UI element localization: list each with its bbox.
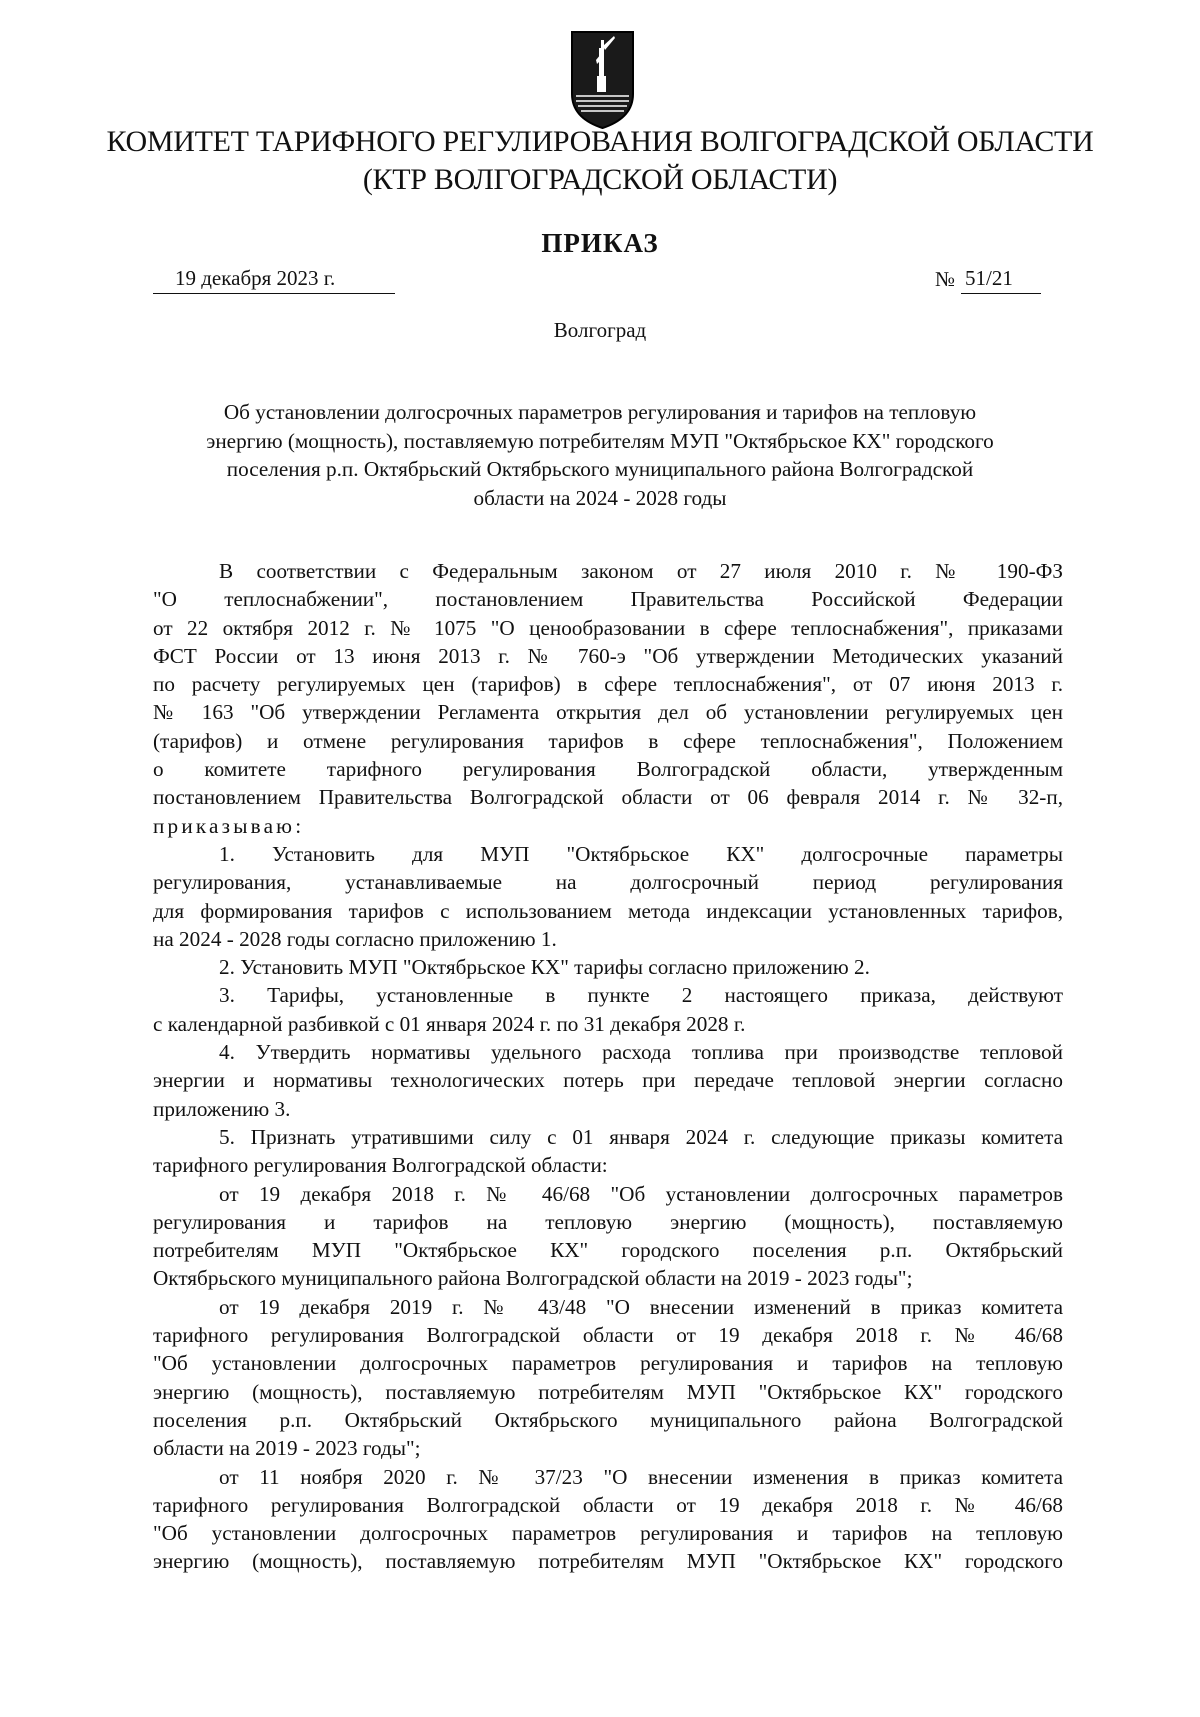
body-line: на 2024 - 2028 годы согласно приложению 1. — [153, 926, 557, 951]
body-line: тарифного регулирования Волгоградской области от 19 декабря 2018 г. № 46/68 — [153, 1323, 1063, 1348]
body-line: постановлением Правительства Волгоградской области от 06 февраля 2014 г. № 32-п, — [153, 785, 1063, 810]
subject-line: области на 2024 - 2028 годы — [473, 486, 727, 511]
body-line: регулирования и тарифов на тепловую энергию (мощность), поставляемую — [153, 1209, 1063, 1234]
body-line: от 19 декабря 2019 г. № 43/48 "О внесении изменений в приказ комитета — [219, 1294, 1063, 1319]
body-line: "Об установлении долгосрочных параметров регулирования и тарифов на тепловую — [153, 1351, 1063, 1376]
body-line: 3. Тарифы, установленные в пункте 2 настоящего приказа, действуют — [219, 983, 1063, 1008]
order-date: 19 декабря 2023 г. — [153, 263, 395, 294]
body-line: поселения р.п. Октябрьский Октябрьского муниципального района Волгоградской — [153, 1407, 1063, 1432]
body-line: от 22 октября 2012 г. № 1075 "О ценообразовании в сфере теплоснабжения", приказами — [153, 615, 1063, 640]
subject-line: поселения р.п. Октябрьский Октябрьского муниципального района Волгоградской — [226, 457, 974, 482]
subject-line: энергию (мощность), поставляемую потребителям МУП "Октябрьское КХ" городского — [206, 428, 994, 453]
order-subject — [153, 398, 1047, 513]
body-line: энергию (мощность), поставляемую потребителям МУП "Октябрьское КХ" городского — [153, 1549, 1063, 1574]
body-line: потребителям МУП "Октябрьское КХ" городского поселения р.п. Октябрьский — [153, 1238, 1063, 1263]
body-line: (тарифов) и отмене регулирования тарифов в сфере теплоснабжения", Положением — [153, 728, 1063, 753]
order-number — [935, 263, 1041, 294]
body-line: от 11 ноября 2020 г. № 37/23 "О внесении изменения в приказ комитета — [219, 1464, 1063, 1489]
body-line: от 19 декабря 2018 г. № 46/68 "Об установлении долгосрочных параметров — [219, 1181, 1063, 1206]
body-line: 5. Признать утратившими силу с 01 января 2024 г. следующие приказы комитета — [219, 1124, 1063, 1149]
organization-title-line: КОМИТЕТ ТАРИФНОГО РЕГУЛИРОВАНИЯ ВОЛГОГРАДСКОЙ ОБЛАСТИ — [106, 125, 1094, 158]
order-body — [153, 557, 1063, 1576]
subject-line: Об установлении долгосрочных параметров регулирования и тарифов на тепловую — [223, 400, 977, 424]
coat-of-arms-icon — [570, 30, 635, 130]
number-sign: № — [935, 267, 956, 291]
body-line-decree: приказываю: — [153, 813, 305, 838]
organization-title-abbrev: (КТР ВОЛГОГРАДСКОЙ ОБЛАСТИ) — [362, 163, 838, 196]
body-line: В соответствии с Федеральным законом от 27 июля 2010 г. № 190-ФЗ — [219, 559, 1063, 583]
document-kind: ПРИКАЗ — [541, 228, 659, 258]
organization-title — [100, 123, 1100, 199]
coat-of-arms-emblem — [570, 30, 635, 130]
body-line: 2. Установить МУП "Октябрьское КХ" тарифы согласно приложению 2. — [219, 955, 870, 980]
order-city: Волгоград — [553, 318, 647, 342]
body-line: регулирования, устанавливаемые на долгосрочный период регулирования — [153, 870, 1063, 895]
body-line: по расчету регулируемых цен (тарифов) в сфере теплоснабжения", от 07 июня 2013 г. — [153, 672, 1063, 697]
body-line: энергию (мощность), поставляемую потребителям МУП "Октябрьское КХ" городского — [153, 1379, 1063, 1404]
body-line: энергии и нормативы технологических потерь при передаче тепловой энергии согласно — [153, 1068, 1063, 1093]
body-line: 4. Утвердить нормативы удельного расхода топлива при производстве тепловой — [219, 1040, 1063, 1065]
body-line: о комитете тарифного регулирования Волгоградской области, утвержденным — [153, 757, 1063, 782]
body-line: приложению 3. — [153, 1096, 291, 1121]
body-line: области на 2019 - 2023 годы"; — [153, 1436, 421, 1461]
body-line: для формирования тарифов с использованием метода индексации установленных тарифов, — [153, 898, 1063, 923]
order-number-value: 51/21 — [961, 263, 1041, 294]
body-line: "Об установлении долгосрочных параметров регулирования и тарифов на тепловую — [153, 1521, 1063, 1546]
body-line: ФСТ России от 13 июня 2013 г. № 760-э "Об утверждении Методических указаний — [153, 643, 1063, 668]
body-line: Октябрьского муниципального района Волгоградской области на 2019 - 2023 годы"; — [153, 1266, 913, 1291]
body-line: тарифного регулирования Волгоградской области от 19 декабря 2018 г. № 46/68 — [153, 1492, 1063, 1517]
body-line: № 163 "Об утверждении Регламента открытия дел об установлении регулируемых цен — [153, 700, 1063, 725]
body-line: тарифного регулирования Волгоградской области: — [153, 1153, 608, 1178]
body-line: с календарной разбивкой с 01 января 2024 г. по 31 декабря 2028 г. — [153, 1011, 746, 1036]
body-line: "О теплоснабжении", постановлением Правительства Российской Федерации — [153, 587, 1063, 612]
body-line: 1. Установить для МУП "Октябрьское КХ" долгосрочные параметры — [219, 841, 1063, 866]
